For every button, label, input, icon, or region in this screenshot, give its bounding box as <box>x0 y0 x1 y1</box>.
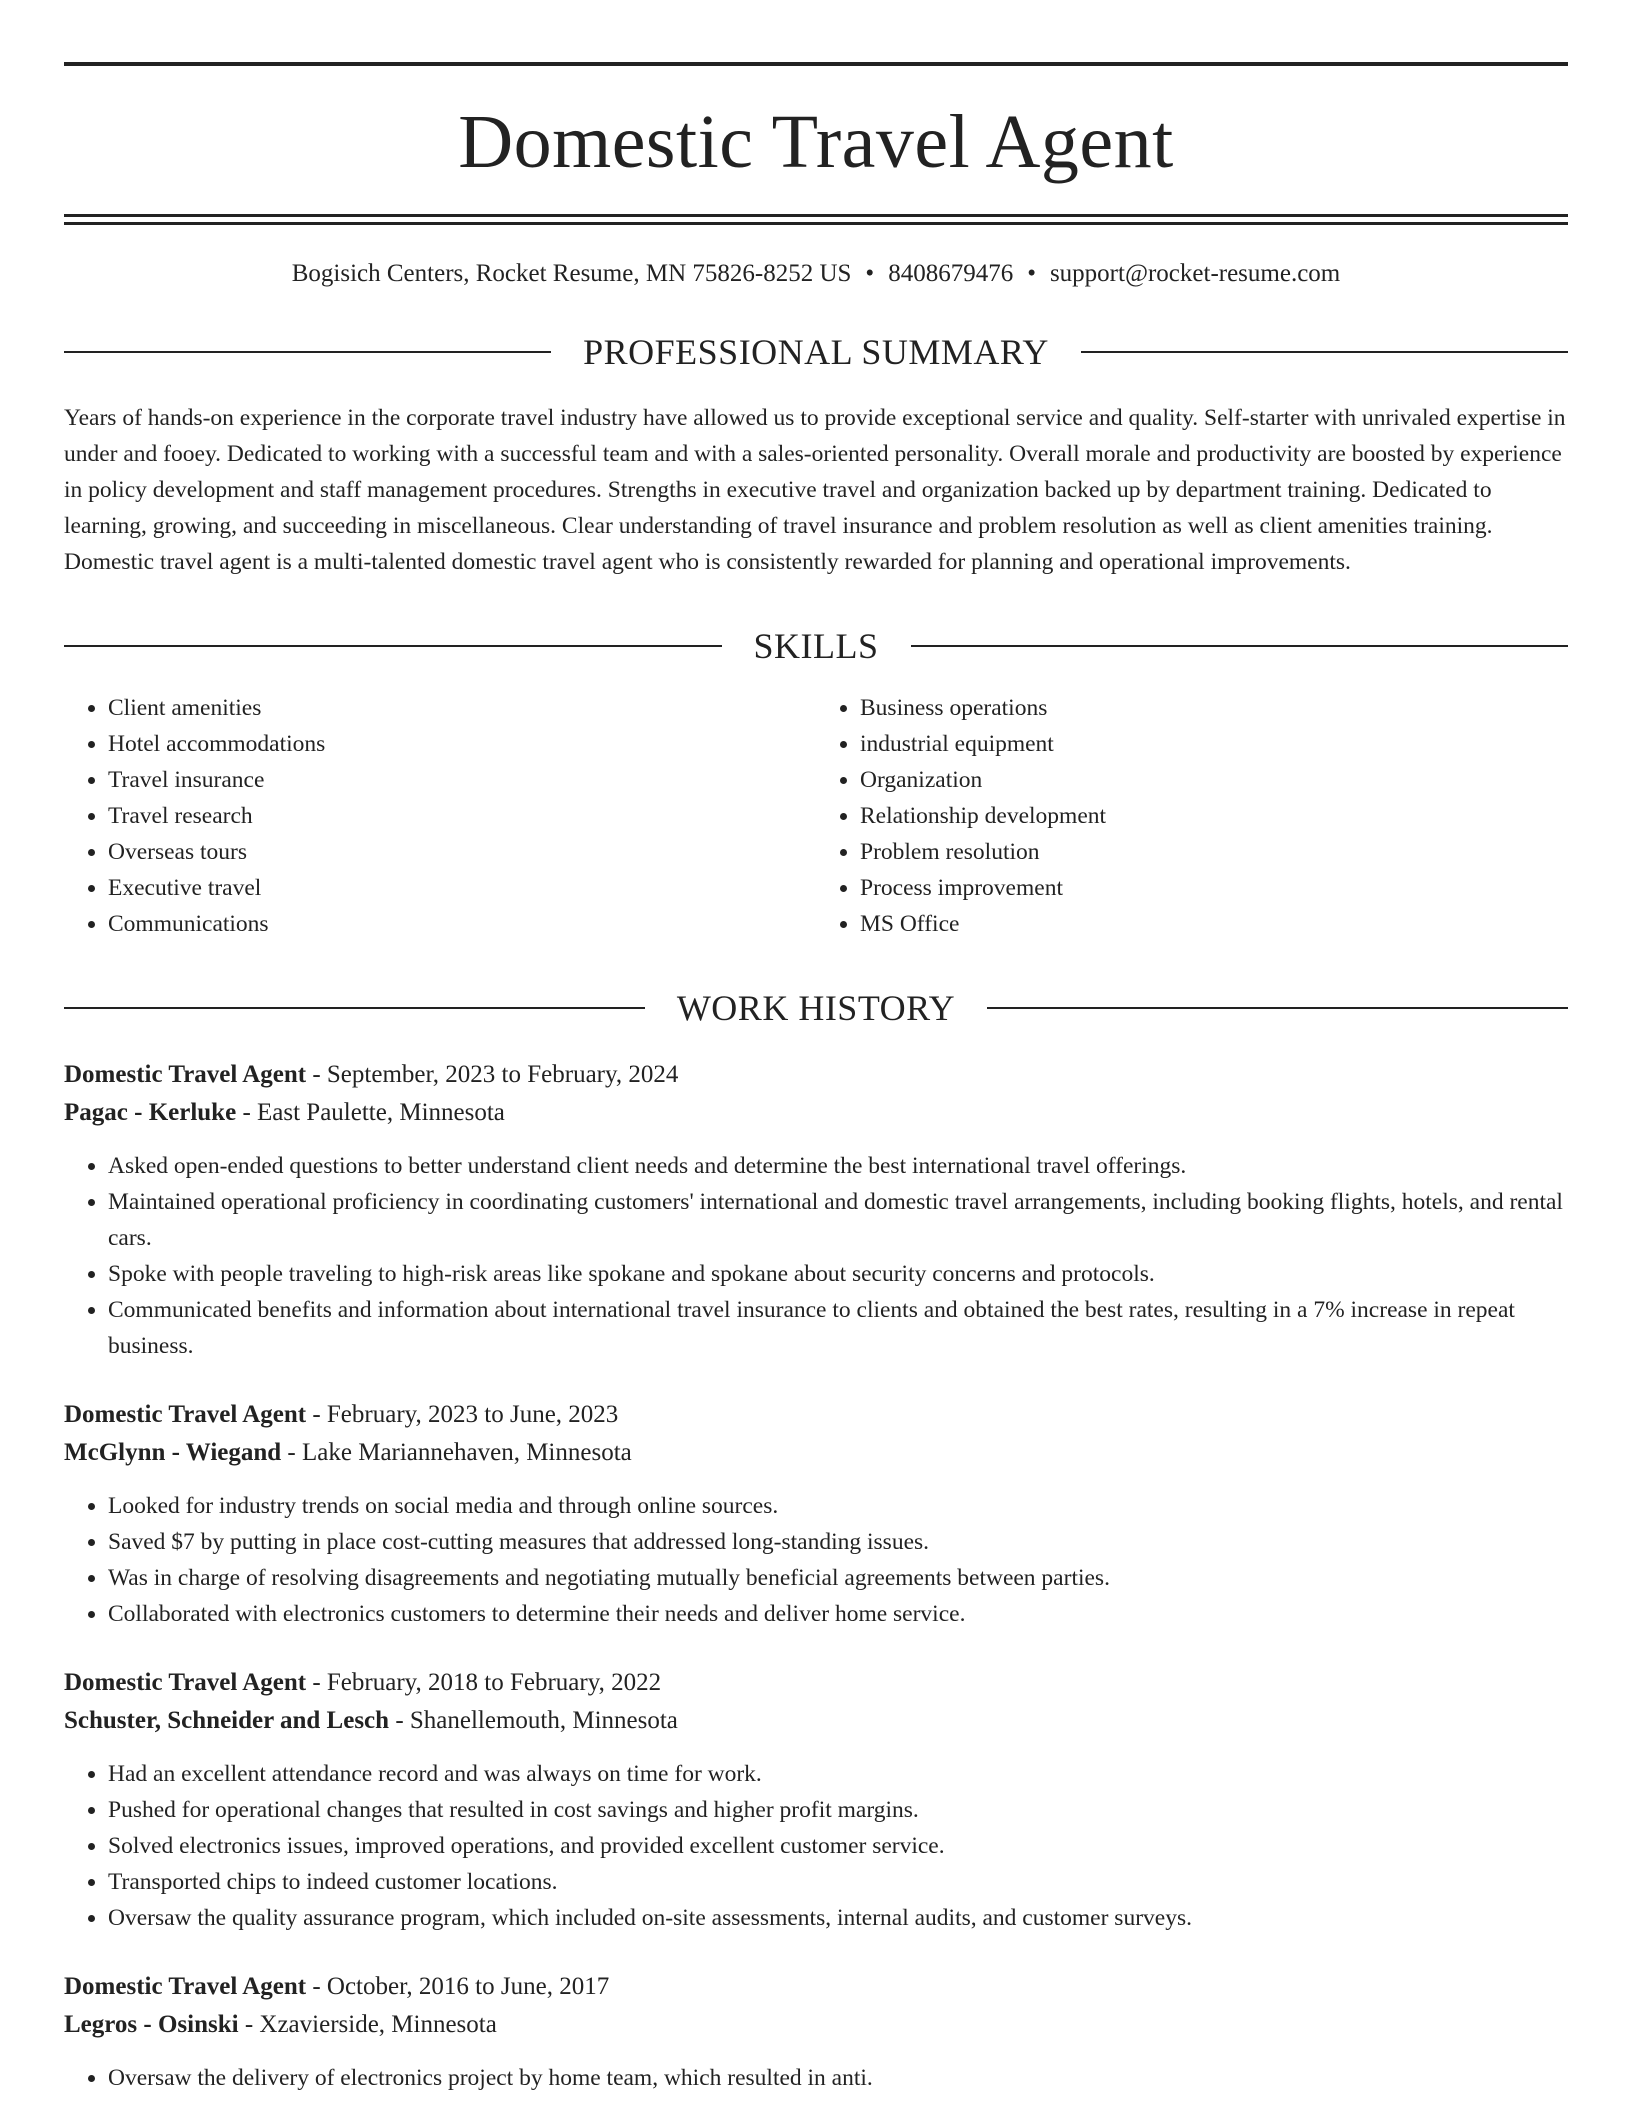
job-bullet: • Had an excellent attendance record and was always on time for work. <box>108 1756 1568 1792</box>
job-bullet: • Pushed for operational changes that resulted in cost savings and higher profit margins. <box>108 1792 1568 1828</box>
job-company: McGlynn - Wiegand <box>64 1439 282 1466</box>
skill-item: • Travel insurance <box>108 762 816 798</box>
heading-rule <box>911 645 1569 647</box>
job-bullet: • Saved $7 by putting in place cost-cutting measures that addressed long-standing issues. <box>108 1524 1568 1560</box>
skills-list <box>64 690 1568 942</box>
contact-separator: • <box>1027 260 1036 287</box>
double-rule <box>64 214 1568 225</box>
job-title: Domestic Travel Agent <box>64 1973 307 2000</box>
job-bullets <box>64 1148 1568 1364</box>
heading-rule <box>64 645 722 647</box>
skill-item: • Relationship development <box>860 798 1568 834</box>
contact-email: support@rocket-resume.com <box>1049 260 1341 287</box>
job-dates: - February, 2018 to February, 2022 <box>306 1669 662 1696</box>
job-entry <box>64 1396 1568 1632</box>
skills-heading <box>64 628 1568 664</box>
work-heading <box>64 990 1568 1026</box>
job-company-line <box>64 1434 1568 1472</box>
job-bullet: • Maintained operational proficiency in coordinating customers' international and domestic travel arrangements, including booking flights, hotels, and rental cars. <box>108 1184 1568 1256</box>
heading-rule <box>987 1007 1568 1009</box>
job-bullets <box>64 1488 1568 1632</box>
job-entry <box>64 1664 1568 1936</box>
contact-address: Bogisich Centers, Rocket Resume, MN 75826-8252 US <box>291 260 852 287</box>
job-company-line <box>64 2006 1568 2044</box>
work-heading-title: WORK HISTORY <box>676 988 956 1028</box>
job-company: Legros - Osinski <box>64 2011 239 2038</box>
job-company-line <box>64 1094 1568 1132</box>
job-dates: - September, 2023 to February, 2024 <box>306 1061 679 1088</box>
skills-heading-title: SKILLS <box>753 626 879 666</box>
job-location: - East Paulette, Minnesota <box>236 1099 505 1126</box>
job-dates: - October, 2016 to June, 2017 <box>306 1973 610 2000</box>
job-location: - Shanellemouth, Minnesota <box>389 1707 678 1734</box>
skill-item: • Overseas tours <box>108 834 816 870</box>
skill-item: • Travel research <box>108 798 816 834</box>
job-location: - Xzavierside, Minnesota <box>238 2011 497 2038</box>
skills-column-right <box>816 690 1568 942</box>
job-title-line <box>64 1056 1568 1094</box>
summary-heading <box>64 334 1568 370</box>
top-rule <box>64 62 1568 66</box>
job-title-line <box>64 1968 1568 2006</box>
heading-rule <box>64 351 551 353</box>
job-dates: - February, 2023 to June, 2023 <box>306 1401 619 1428</box>
job-title-line <box>64 1396 1568 1434</box>
skill-item: • Organization <box>860 762 1568 798</box>
job-location: - Lake Mariannehaven, Minnesota <box>281 1439 632 1466</box>
skill-item: • Hotel accommodations <box>108 726 816 762</box>
job-bullet: • Solved electronics issues, improved operations, and provided excellent customer service. <box>108 1828 1568 1864</box>
skill-item: • Business operations <box>860 690 1568 726</box>
job-bullet: • Looked for industry trends on social media and through online sources. <box>108 1488 1568 1524</box>
job-title: Domestic Travel Agent <box>64 1669 307 1696</box>
summary-text: Years of hands-on experience in the corporate travel industry have allowed us to provide exceptional service and quality. Self-starter with unrivaled expertise in under and fooey. Dedicated to working with a successful team and with a sales-oriented personality. Overall morale and productivity are boosted by experience in policy development and staff management procedures. Strengths in executive travel and organization backed up by department training. Dedicated to learning, growing, and succeeding in miscellaneous. Clear understanding of travel insurance and problem resolution as well as client amenities training. Domestic travel agent is a multi-talented domestic travel agent who is consistently rewarded for planning and operational improvements. <box>64 405 1566 575</box>
heading-rule <box>1081 351 1568 353</box>
job-bullet: • Collaborated with electronics customers to determine their needs and deliver home service. <box>108 1596 1568 1632</box>
skill-item: • industrial equipment <box>860 726 1568 762</box>
skill-item: • Executive travel <box>108 870 816 906</box>
job-bullet: • Transported chips to indeed customer locations. <box>108 1864 1568 1900</box>
skill-item: • Client amenities <box>108 690 816 726</box>
contact-separator: • <box>865 260 875 287</box>
skill-item: • Problem resolution <box>860 834 1568 870</box>
contact-line <box>64 261 1568 286</box>
skills-column-left <box>64 690 816 942</box>
job-company: Pagac - Kerluke <box>64 1099 237 1126</box>
job-title: Domestic Travel Agent <box>64 1401 307 1428</box>
job-bullet: • Was in charge of resolving disagreements and negotiating mutually beneficial agreements between parties. <box>108 1560 1568 1596</box>
job-bullet: • Oversaw the quality assurance program, which included on-site assessments, internal audits, and customer surveys. <box>108 1900 1568 1936</box>
job-bullets <box>64 1756 1568 1936</box>
job-entry <box>64 1056 1568 1364</box>
skill-item: • Communications <box>108 906 816 942</box>
job-company-line <box>64 1702 1568 1740</box>
job-bullet: • Communicated benefits and information about international travel insurance to clients and obtained the best rates, resulting in a 7% increase in repeat business. <box>108 1292 1568 1364</box>
heading-rule <box>64 1007 645 1009</box>
job-bullet: • Asked open-ended questions to better understand client needs and determine the best international travel offerings. <box>108 1148 1568 1184</box>
job-company: Schuster, Schneider and Lesch <box>64 1707 390 1734</box>
job-bullets <box>64 2060 1568 2096</box>
job-entry <box>64 1968 1568 2096</box>
job-title-line <box>64 1664 1568 1702</box>
job-bullet: • Spoke with people traveling to high-risk areas like spokane and spokane about security concerns and protocols. <box>108 1256 1568 1292</box>
summary-heading-title: PROFESSIONAL SUMMARY <box>583 332 1049 372</box>
job-title: Domestic Travel Agent <box>64 1061 307 1088</box>
skill-item: • MS Office <box>860 906 1568 942</box>
job-bullet: • Oversaw the delivery of electronics project by home team, which resulted in anti. <box>108 2060 1568 2096</box>
contact-phone: 8408679476 <box>888 260 1014 287</box>
resume-name: Domestic Travel Agent <box>458 100 1174 184</box>
skill-item: • Process improvement <box>860 870 1568 906</box>
